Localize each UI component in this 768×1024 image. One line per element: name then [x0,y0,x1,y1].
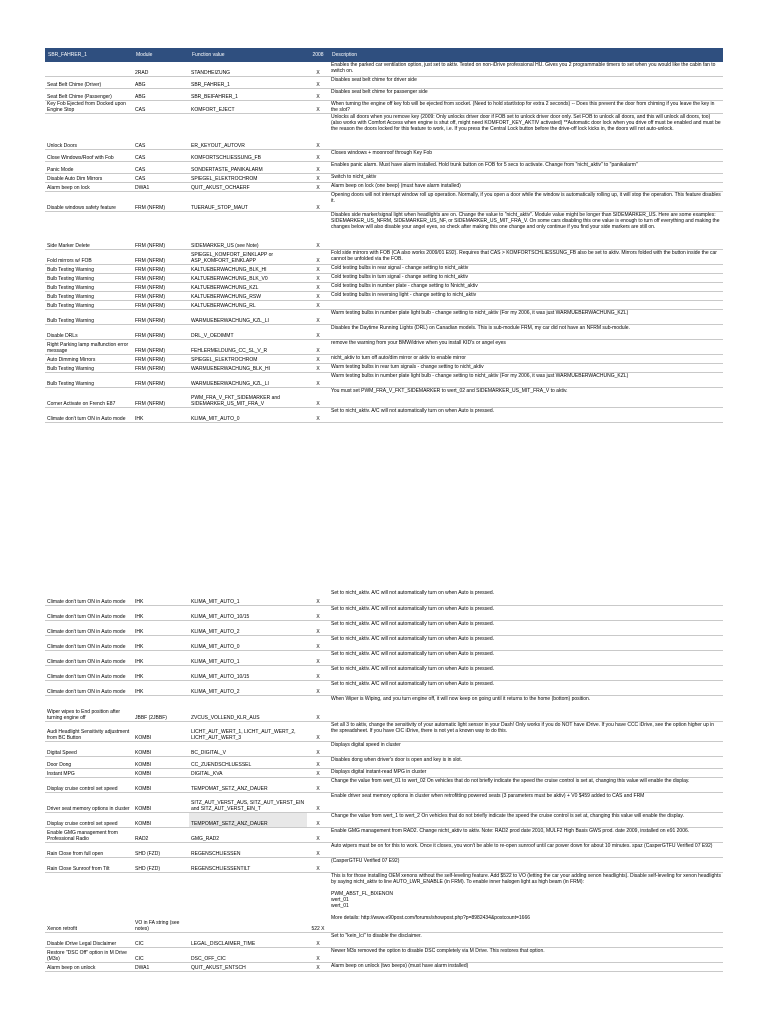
cell-description[interactable] [329,300,723,309]
cell-function-value[interactable]: KALTUEBERWACHUNG_RSW [189,291,307,300]
cell-module[interactable]: KOMBI [133,777,189,792]
cell-function-value[interactable]: TEMPOMAT_SETZ_ANZ_DAUER [189,777,307,792]
cell-module[interactable]: FRM (NFRM) [133,324,189,339]
cell-module[interactable]: FRM (NFRM) [133,282,189,291]
cell-module[interactable]: KOMBI [133,756,189,768]
cell-module[interactable]: SHD (FZD) [133,842,189,857]
cell-function-value[interactable]: KLIMA_MIT_AUTO_0 [189,635,307,650]
cell-description[interactable]: Warm testing bulbs in rear turn signals - change setting to nicht_aktiv [329,363,723,372]
cell-feature[interactable]: Bulb Testing Warning [45,309,133,324]
cell-module[interactable]: IHK [133,680,189,695]
cell-module[interactable]: FRM (NFRM) [133,354,189,363]
cell-year[interactable]: X [307,962,329,971]
table-body-2 [45,590,723,971]
table-row [45,282,723,291]
cell-description[interactable]: Set to nicht_aktiv. A/C will not automatically turn on when Auto is pressed. [329,650,723,665]
table-body-1 [45,62,723,422]
table-row [45,100,723,113]
table-row [45,792,723,812]
cell-function-value[interactable]: WARMUEBERWACHUNG_BLK_HI [189,363,307,372]
table-row [45,620,723,635]
table-row [45,76,723,88]
cell-year[interactable]: X [307,635,329,650]
table-row [45,962,723,971]
cell-feature[interactable]: Bulb Testing Warning [45,300,133,309]
table-row [45,721,723,741]
cell-function-value[interactable]: LICHT_AUT_WERT_1, LICHT_AUT_WERT_2, LICHT_AUT_WERT_3 [189,721,307,741]
cell-year[interactable]: X [307,812,329,827]
header-feature[interactable]: SBR_FAHRER_1 [45,48,133,62]
cell-function-value[interactable]: DRL_V_OEDIMMT [189,324,307,339]
cell-year[interactable]: X [307,62,329,76]
table-row [45,680,723,695]
cell-description[interactable]: This is for those installing OEM xenons without the self-leveling feature. Add $522 to VO (letting the car your adding xenon headlights). Disable self-leveling for xenon headlights by saying nicht_aktiv to line AUTO_LWR_ENABLE (in FRM). To enable inner halogen light as high beam (in FRM): PWM_ABST_FL_BIXENON wert_01 wert_01 More details: http://www.e90post.com/forums/showpost.php?p=8982434&postcount=1666 [329,872,723,932]
table-row [45,161,723,173]
cell-function-value[interactable]: LEGAL_DISCLAIMER_TIME [189,932,307,947]
cell-description[interactable]: Fold side mirrors with FOB (CA also works 2009/01 E92). Requires that CAS > KOMFORTSCHLIESSUNG_FB also be set to aktiv. Mirrors folded with the button inside the car cannot be unfolded via the FOB. [329,249,723,264]
cell-description[interactable]: Change the value from wert_01 to wert_02 On vehicles that do not briefly indicate the speed the cruise control is set at, changing this value will enable the display. [329,777,723,792]
cell-feature[interactable]: Driver seat memory options in cluster [45,792,133,812]
cell-description[interactable]: Set to nicht_aktiv. A/C will not automatically turn on when Auto is pressed. [329,590,723,605]
cell-function-value[interactable]: SBR_FAHRER_1 [189,76,307,88]
cell-module[interactable]: IHK [133,635,189,650]
cell-feature[interactable]: Enable GMG management from Professional Radio [45,827,133,842]
cell-year[interactable]: X [307,88,329,100]
cell-feature[interactable]: Door Dong [45,756,133,768]
cell-function-value[interactable]: KALTUEBERWACHUNG_BLK_V0 [189,273,307,282]
cell-feature[interactable]: Disable Auto Dim Mirrors [45,173,133,182]
cell-feature[interactable]: Climate don't turn ON in Auto mode [45,680,133,695]
cell-feature[interactable]: Audi Headlight Sensitivity adjustment from BC Button [45,721,133,741]
cell-function-value[interactable]: REGENSCHLIESSENTILT [189,857,307,872]
cell-feature[interactable]: Rain Close Sunroof from Tilt [45,857,133,872]
table-row [45,300,723,309]
cell-module[interactable]: IHK [133,665,189,680]
cell-module[interactable]: VO in FA string (see notes) [133,872,189,932]
cell-function-value[interactable]: KOMFORTSCHLIESSUNG_FB [189,149,307,161]
cell-year[interactable]: X [307,932,329,947]
cell-year[interactable]: X [307,947,329,962]
cell-description[interactable]: Disables seat belt chime for passenger side [329,88,723,100]
cell-year[interactable]: X [307,76,329,88]
cell-year[interactable]: X [307,339,329,354]
cell-year[interactable]: X [307,721,329,741]
cell-feature[interactable]: Climate don't turn ON in Auto mode [45,620,133,635]
table-row [45,756,723,768]
header-module[interactable]: Module [133,48,189,62]
cell-function-value[interactable]: WARMUEBERWACHUNG_KZL_LI [189,309,307,324]
cell-function-value[interactable]: FEHLERMELDUNG_CC_SL_V_R [189,339,307,354]
cell-module[interactable]: FRM (NFRM) [133,211,189,249]
cell-module[interactable]: IHK [133,605,189,620]
cell-feature[interactable]: Bulb Testing Warning [45,282,133,291]
header-row [45,48,723,62]
cell-description[interactable]: Enable GMG management from RAD2. Change nicht_aktiv to aktiv. Note: RAD2 prod date 2010, MULF2 High Basis GWS prod. date 2009, installed on e91 2006. [329,827,723,842]
table-row [45,605,723,620]
cell-feature[interactable]: Disable DRLs [45,324,133,339]
cell-feature[interactable]: Bulb Testing Warning [45,291,133,300]
cell-feature[interactable]: Digital Speed [45,741,133,756]
table-row [45,211,723,249]
cell-year[interactable]: X [307,363,329,372]
cell-function-value[interactable]: SIDEMARKER_US (see Note) [189,211,307,249]
cell-module[interactable]: 2RAD [133,62,189,76]
table-row [45,249,723,264]
cell-function-value[interactable]: SPIEGEL_ELEKTROCHROM [189,173,307,182]
cell-module[interactable]: IHK [133,407,189,422]
cell-feature[interactable]: Key Fob Ejected from Docked upon Engine Stop [45,100,133,113]
cell-module[interactable]: FRM (NFRM) [133,291,189,300]
cell-year[interactable]: X [307,372,329,387]
cell-module[interactable]: FRM (NFRM) [133,387,189,407]
cell-description[interactable]: Cold testing bulbs in number plate - change setting to Nnicht_aktiv [329,282,723,291]
cell-description[interactable]: Set all 3 to aktiv, change the sensitivity of your automatic light sensor in your Dash! Only works if you do NOT have iDrive. If you have CCC iDrive, see the option higher up in the spreadsheet. If you have CIC iDrive, there is not yet a known way to do this. [329,721,723,741]
table-row [45,324,723,339]
cell-year[interactable]: X [307,407,329,422]
cell-description[interactable]: Disables dong when driver's door is open and key is in slot. [329,756,723,768]
cell-year[interactable]: X [307,113,329,149]
cell-year[interactable]: X [307,273,329,282]
table-row [45,62,723,76]
cell-year[interactable]: X [307,100,329,113]
cell-feature[interactable]: Bulb Testing Warning [45,273,133,282]
cell-function-value[interactable]: KALTUEBERWACHUNG_BLK_HI [189,264,307,273]
cell-module[interactable]: CIC [133,932,189,947]
cell-feature[interactable]: Alarm beep on unlock [45,962,133,971]
cell-function-value[interactable]: QUIT_AKUST_ENTSCH [189,962,307,971]
table-row [45,665,723,680]
cell-year[interactable]: X [307,309,329,324]
cell-module[interactable]: SHD (FZD) [133,857,189,872]
cell-description[interactable]: nicht_aktiv to turn off auto/dim mirror or aktiv to enable mirror [329,354,723,363]
cell-description[interactable]: Cold testing bulbs in rear signal - change setting to nicht_aktiv [329,264,723,273]
cell-description[interactable]: Closes windows + moonroof through Key Fob [329,149,723,161]
cell-feature[interactable]: Panic Mode [45,161,133,173]
cell-feature[interactable]: Rain Close from full open [45,842,133,857]
cell-function-value[interactable]: KLIMA_MIT_AUTO_1 [189,590,307,605]
cell-year[interactable]: X [307,777,329,792]
table-row [45,264,723,273]
cell-description[interactable]: Displays digital speed in cluster [329,741,723,756]
cell-feature[interactable]: Close Windows/Roof with Fob [45,149,133,161]
cell-description[interactable]: When turning the engine off key fob will be ejected from socket. (Need to hold start/stop for extra 2 seconds) -- Does this prevent the door from chiming if you leave the key in the slot? [329,100,723,113]
cell-year[interactable]: 522 X [307,872,329,932]
table-row [45,768,723,777]
cell-description[interactable]: Alarm beep on unlock (two beeps) (must have alarm installed) [329,962,723,971]
cell-year[interactable]: X [307,842,329,857]
cell-feature[interactable]: Climate don't turn ON in Auto mode [45,635,133,650]
cell-module[interactable]: ABG [133,76,189,88]
cell-feature[interactable]: Alarm beep on lock [45,182,133,191]
table-row [45,635,723,650]
cell-year[interactable]: X [307,387,329,407]
cell-year[interactable]: X [307,756,329,768]
cell-description[interactable]: (CasperGTFU Verified 07 E92) [329,857,723,872]
cell-module[interactable]: FRM (NFRM) [133,249,189,264]
table-row [45,842,723,857]
table-row [45,191,723,211]
cell-year[interactable]: X [307,282,329,291]
cell-module[interactable]: CAS [133,173,189,182]
cell-description[interactable]: Disables side marker/signal light when headlights are on. Change the value to "nicht_aktiv". Module value might be longer than SIDEMARKER_US. Here are some examples: SIDEMARKER_US_NFRM, SIDEMARKER_US_NF, or SIDEMARKER_US_MIT_FRA_V. On some cars disabling this one value is enough to turn off everything and making the changes below will also disable your angel eyes, so check after making this one change and only continue if you find your side markers are still on. [329,211,723,249]
cell-description[interactable]: When Wiper is Wiping, and you turn engine off, it will now keep on going until it returns to the home (bottom) position. [329,695,723,721]
table-row [45,590,723,605]
cell-year[interactable]: X [307,792,329,812]
cell-function-value[interactable]: DIGITAL_KVA [189,768,307,777]
cell-module[interactable]: FRM (NFRM) [133,363,189,372]
cell-feature[interactable]: Climate don't turn ON in Auto mode [45,407,133,422]
cell-function-value[interactable]: SITZ_AUT_VERST_AUS, SITZ_AUT_VERST_EIN and SITZ_AUT_VERST_EIN_T [189,792,307,812]
table-row [45,113,723,149]
cell-module[interactable]: IHK [133,650,189,665]
cell-description[interactable]: Newer M3s removed the option to disable DSC completely via M Drive. This restores that option. [329,947,723,962]
cell-module[interactable]: RAD2 [133,827,189,842]
table-row [45,339,723,354]
header-description[interactable]: Description [329,48,723,62]
cell-year[interactable]: X [307,827,329,842]
table-row [45,857,723,872]
cell-function-value[interactable]: BC_DIGITAL_V [189,741,307,756]
cell-function-value[interactable]: KALTUEBERWACHUNG_RL [189,300,307,309]
cell-module[interactable]: KOMBI [133,741,189,756]
cell-description[interactable]: Set to nicht_aktiv. A/C will not automatically turn on when Auto is pressed. [329,665,723,680]
table-row [45,88,723,100]
table-row [45,354,723,363]
cell-feature[interactable]: Fold mirrors w/ FOB [45,249,133,264]
cell-module[interactable]: CIC [133,947,189,962]
cell-year[interactable]: X [307,291,329,300]
table-row [45,812,723,827]
table-row [45,149,723,161]
cell-function-value[interactable]: SONDERTASTE_PANIKALARM [189,161,307,173]
cell-function-value[interactable]: KLIMA_MIT_AUTO_2 [189,680,307,695]
cell-description[interactable]: Set to nicht_aktiv. A/C will not automatically turn on when Auto is pressed. [329,605,723,620]
cell-year[interactable]: X [307,300,329,309]
table-row [45,777,723,792]
cell-module[interactable]: DWA1 [133,182,189,191]
cell-year[interactable]: X [307,211,329,249]
cell-feature[interactable]: Restore "DSC Off" option in M Drive (M3s) [45,947,133,962]
cell-function-value[interactable]: TEMPOMAT_SETZ_ANZ_DAUER [189,812,307,827]
cell-description[interactable]: remove the warning from your BMW/idrive when you install KID's or angel eyes [329,339,723,354]
cell-module[interactable]: KOMBI [133,792,189,812]
cell-description[interactable]: Disables the Daytime Running Lights (DRL) on Canadian models. This is sub-module FRM, my car did not have an NFRM sub-module. [329,324,723,339]
cell-year[interactable]: X [307,695,329,721]
cell-function-value[interactable]: QUIT_AKUST_OCHAERF [189,182,307,191]
cell-function-value[interactable]: SBR_BEIFAHRER_1 [189,88,307,100]
cell-feature[interactable]: Seat Belt Chime (Driver) [45,76,133,88]
cell-function-value[interactable]: KLIMA_MIT_AUTO_1 [189,650,307,665]
cell-description[interactable]: Auto wipers must be on for this to work. Once it closes, you won't be able to re-open sunroof until car power down for about 10 minutes. spaz (CasperGTFU Verified 07 E92) [329,842,723,857]
table-row [45,650,723,665]
cell-module[interactable]: JBBF (2JBBF) [133,695,189,721]
cell-module[interactable]: FRM (NFRM) [133,273,189,282]
cell-function-value[interactable]: KLIMA_MIT_AUTO_2 [189,620,307,635]
cell-module[interactable]: CAS [133,161,189,173]
cell-description[interactable]: Enable driver seat memory options in cluster when retrofitting powered seats (3 parameters must be aktiv) + V0 $459 added to CAS and FRM [329,792,723,812]
table-row [45,173,723,182]
cell-feature[interactable]: Bulb Testing Warning [45,363,133,372]
cell-year[interactable]: X [307,620,329,635]
cell-function-value[interactable]: KLIMA_MIT_AUTO_10/15 [189,665,307,680]
table-row [45,291,723,300]
cell-year[interactable]: X [307,590,329,605]
cell-module[interactable]: FRM (NFRM) [133,191,189,211]
cell-description[interactable]: Unlocks all doors when you remove key (2009: Only unlocks driver door if FOB set to unlock driver door only. Set FOB to unlock all doors, and this will unlock all doors, too) (also works with Comfort Access when engine is shut off, might need KOMFORT_KEY_AKTIV activated) **Automatic door lock when you drive off must be enabled and must be the reason the doors locked for this feature to work, i.e. If you press the Central Lock button before the drive-off lock kicks in, the doors will not auto-unlock. [329,113,723,149]
cell-function-value[interactable]: KLIMA_MIT_AUTO_10/15 [189,605,307,620]
cell-module[interactable]: FRM (NFRM) [133,339,189,354]
cell-description[interactable]: Set to nicht_aktiv. A/C will not automatically turn on when Auto is pressed. [329,635,723,650]
cell-description[interactable]: Change the value from wert_1 to wert_2 On vehicles that do not briefly indicate the speed the cruise control is set at, changing this value will enable the display. [329,812,723,827]
cell-feature[interactable]: Xenon retrofit [45,872,133,932]
cell-module[interactable]: FRM (NFRM) [133,264,189,273]
cell-feature[interactable]: Climate don't turn ON in Auto mode [45,590,133,605]
cell-year[interactable]: X [307,324,329,339]
table-row [45,872,723,932]
cell-function-value[interactable]: GMG_RAD2 [189,827,307,842]
cell-feature[interactable]: Climate don't turn ON in Auto mode [45,650,133,665]
cell-feature[interactable]: Side Marker Delete [45,211,133,249]
header-function-value[interactable]: Function value [189,48,307,62]
cell-year[interactable]: X [307,857,329,872]
cell-year[interactable]: X [307,741,329,756]
coding-table-2 [45,590,723,972]
cell-module[interactable]: FRM (NFRM) [133,372,189,387]
cell-function-value[interactable] [189,872,307,932]
cell-function-value[interactable]: SPIEGEL_ELEKTROCHROM [189,354,307,363]
cell-description[interactable]: Set to nicht_aktiv. A/C will not automatically turn on when Auto is pressed. [329,407,723,422]
cell-year[interactable]: X [307,680,329,695]
cell-function-value[interactable]: ZVCUS_VOLLEND_KLR_AUS [189,695,307,721]
cell-feature[interactable]: Right Parking lamp malfunction error message [45,339,133,354]
table-row [45,273,723,282]
cell-year[interactable]: X [307,768,329,777]
cell-feature[interactable]: Climate don't turn ON in Auto mode [45,605,133,620]
cell-feature[interactable]: Bulb Testing Warning [45,264,133,273]
table-row [45,372,723,387]
cell-description[interactable]: Set to nicht_aktiv. A/C will not automatically turn on when Auto is pressed. [329,680,723,695]
cell-year[interactable]: X [307,665,329,680]
cell-description[interactable]: Set to nicht_aktiv. A/C will not automatically turn on when Auto is pressed. [329,620,723,635]
cell-year[interactable]: X [307,264,329,273]
cell-year[interactable]: X [307,249,329,264]
cell-description[interactable]: Set to "kein_lci" to disable the disclaimer. [329,932,723,947]
table-row [45,407,723,422]
cell-description[interactable]: Cold testing bulbs in turn signal - change setting to nicht_aktiv [329,273,723,282]
cell-module[interactable]: KOMBI [133,812,189,827]
cell-module[interactable]: FRM (NFRM) [133,309,189,324]
table-row [45,827,723,842]
cell-module[interactable]: FRM (NFRM) [133,300,189,309]
cell-description[interactable]: Enables panic alarm. Must have alarm installed. Hold trunk button on FOB for 5 secs to activate. Change from "nicht_aktiv" to "panikalarm" [329,161,723,173]
cell-year[interactable]: X [307,354,329,363]
cell-description[interactable]: Opening doors will not interrupt window roll up operation. Normally, if you open a door while the window is automatically rolling up, it will stop the operation. This feature disables it. [329,191,723,211]
cell-function-value[interactable]: KALTUEBERWACHUNG_KZL [189,282,307,291]
cell-year[interactable]: X [307,182,329,191]
cell-year[interactable]: X [307,173,329,182]
cell-description[interactable]: Enables the parked car ventilation option, just set to aktiv. Tested on non-iDrive professional HU. Gives you 2 programmable timers to set when you would like the cabin fan to switch on. [329,62,723,76]
table-row [45,387,723,407]
cell-year[interactable]: X [307,161,329,173]
table-row [45,947,723,962]
table-row [45,932,723,947]
cell-function-value[interactable]: ER_KEYOUT_AUTOVR [189,113,307,149]
cell-feature[interactable]: Disable iDrive Legal Disclaimer [45,932,133,947]
cell-module[interactable]: KOMBI [133,721,189,741]
cell-description[interactable]: Warm testing bulbs in number plate light bulb - change setting to nicht_aktiv (For my 2006, it was just WARMUEBERWACHUNG_KZL) [329,372,723,387]
cell-description[interactable]: Cold testing bulbs in reversing light - change setting to nicht_aktiv [329,291,723,300]
table-row [45,363,723,372]
cell-module[interactable]: CAS [133,113,189,149]
cell-year[interactable]: X [307,149,329,161]
cell-function-value[interactable]: REGENSCHLIESSEN [189,842,307,857]
cell-description[interactable]: You must set PWM_FRA_V_FKT_SIDEMARKER to wert_02 and SIDEMARKER_US_MIT_FRA_V to aktiv. [329,387,723,407]
cell-feature[interactable]: Unlock Doors [45,113,133,149]
coding-table-1 [45,48,723,423]
cell-module[interactable]: ABG [133,88,189,100]
cell-module[interactable]: DWA1 [133,962,189,971]
cell-feature[interactable] [45,62,133,76]
cell-module[interactable]: CAS [133,100,189,113]
cell-feature[interactable]: Instant MPG [45,768,133,777]
table-row [45,741,723,756]
cell-feature[interactable]: Wiper wipes to End position after turning engine off [45,695,133,721]
cell-module[interactable]: CAS [133,149,189,161]
spreadsheet-block-1 [45,48,723,423]
cell-description[interactable]: Switch to nicht_aktiv [329,173,723,182]
cell-function-value[interactable]: KOMFORT_EJECT [189,100,307,113]
cell-description[interactable]: Alarm beep on lock (one beep) (must have alarm installed) [329,182,723,191]
cell-description[interactable]: Disables seat belt chime for driver side [329,76,723,88]
table-row [45,309,723,324]
cell-function-value[interactable]: WARMUEBERWACHUNG_KZL_LI [189,372,307,387]
cell-function-value[interactable]: SPIEGEL_KOMFORT_EINKLAPP or ASP_KOMFORT_EINKLAPP [189,249,307,264]
cell-function-value[interactable]: STANDHEIZUNG [189,62,307,76]
cell-feature[interactable]: Auto Dimming Mirrors [45,354,133,363]
cell-year[interactable]: X [307,605,329,620]
cell-year[interactable]: X [307,191,329,211]
cell-function-value[interactable]: KLIMA_MIT_AUTO_0 [189,407,307,422]
header-year[interactable]: 2008 [307,48,329,62]
cell-year[interactable]: X [307,650,329,665]
cell-function-value[interactable]: TUERAUF_STOP_MAUT [189,191,307,211]
cell-description[interactable]: Displays digital instant-read MPG in cluster [329,768,723,777]
cell-feature[interactable]: Display cruise control set speed [45,777,133,792]
cell-feature[interactable]: Disable windows safety feature [45,191,133,211]
cell-description[interactable]: Warm testing bulbs in number plate light bulb - change setting to nicht_aktiv (For my 2006, it was just WARMUEBERWACHUNG_KZL) [329,309,723,324]
cell-feature[interactable]: Climate don't turn ON in Auto mode [45,665,133,680]
cell-feature[interactable]: Bulb Testing Warning [45,372,133,387]
cell-module[interactable]: KOMBI [133,768,189,777]
cell-function-value[interactable]: DSC_OFF_CIC [189,947,307,962]
cell-function-value[interactable]: CC_ZUENDSCHLUESSEL [189,756,307,768]
cell-module[interactable]: IHK [133,590,189,605]
cell-feature[interactable]: Corner Activate on French E87 [45,387,133,407]
table-row [45,182,723,191]
cell-function-value[interactable]: PWM_FRA_V_FKT_SIDEMARKER and SIDEMARKER_US_MIT_FRA_V [189,387,307,407]
cell-feature[interactable]: Display cruise control set speed [45,812,133,827]
cell-feature[interactable]: Seat Belt Chime (Passenger) [45,88,133,100]
spreadsheet-block-2 [45,590,723,972]
table-row [45,695,723,721]
cell-module[interactable]: IHK [133,620,189,635]
